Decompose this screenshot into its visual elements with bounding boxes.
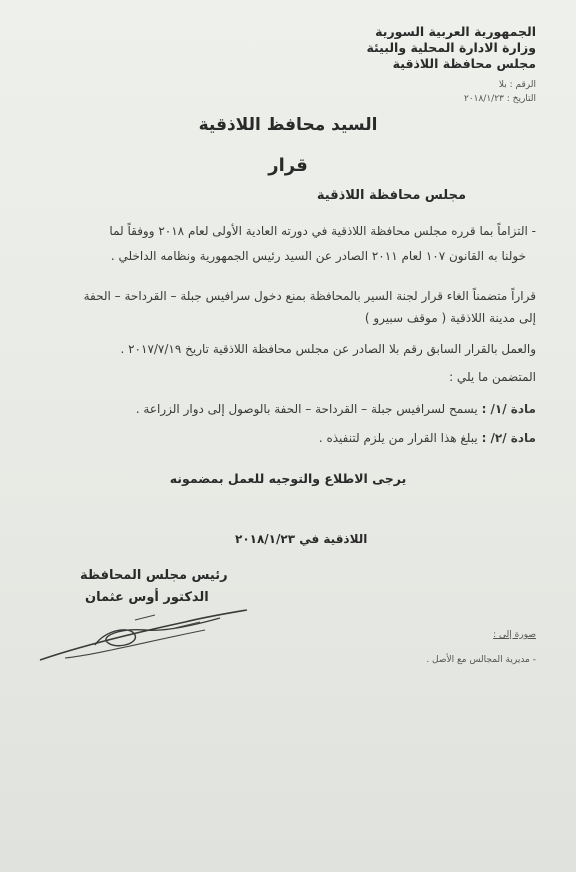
header-date: التاريخ : ٢٠١٨/١/٢٣ (463, 94, 536, 104)
paragraph-1-line-2: خولنا به القانون ١٠٧ لعام ٢٠١١ الصادر عن السيد رئيس الجمهورية ونظامه الداخلي . (110, 249, 526, 263)
header-ministry: وزارة الادارة المحلية والبيئة (366, 40, 536, 55)
header-republic: الجمهورية العربية السورية (375, 24, 536, 39)
article-2-label: مادة /٢/ : (481, 431, 536, 445)
article-2-text: يبلغ هذا القرار من يلزم لتنفيذه . (318, 431, 478, 445)
copy-to-item: - مديرية المجالس مع الأصل . (426, 655, 536, 665)
paragraph-2-line-1: قراراً متضمناً الغاء قرار لجنة السير بالمحافظة بمنع دخول سرافيس جبلة – القرداحة – الحفة (83, 289, 536, 303)
article-1-text: يسمح لسرافيس جبلة – القرداحة – الحفة بالوصول إلى دوار الزراعة . (135, 402, 478, 416)
signature-name: الدكتور أوس عثمان (85, 590, 209, 605)
closing-line: يرجى الاطلاع والتوجيه للعمل بمضمونه (169, 471, 407, 486)
copy-to-label: صورة إلى : (493, 630, 536, 640)
issuer: مجلس محافظة اللاذقية (316, 188, 466, 203)
doc-title: قرار (268, 155, 308, 176)
header-council: مجلس محافظة اللاذقية (392, 56, 536, 71)
paragraph-1-line-1: - التزاماً بما قرره مجلس محافظة اللاذقية في دورته العادية الأولى لعام ٢٠١٨ ووفقاً لما (109, 224, 536, 238)
paragraph-3: والعمل بالقرار السابق رقم بلا الصادر عن مجلس محافظة اللاذقية تاريخ ٢٠١٧/٧/١٩ . (120, 342, 536, 356)
place-date: اللاذقية في ٢٠١٨/١/٢٣ (235, 532, 368, 546)
handwritten-signature (35, 600, 255, 670)
article-1 (136, 402, 536, 416)
article-2 (319, 431, 536, 445)
header-ref: الرقم : بلا (498, 80, 536, 90)
paragraph-2-line-2: إلى مدينة اللاذقية ( موقف سبيرو ) (364, 311, 536, 325)
signature-role: رئيس مجلس المحافظة (80, 568, 228, 583)
addressee: السيد محافظ اللاذقية (198, 115, 378, 135)
paragraph-4: المتضمن ما يلي : (449, 370, 536, 384)
article-1-label: مادة /١/ : (481, 402, 536, 416)
